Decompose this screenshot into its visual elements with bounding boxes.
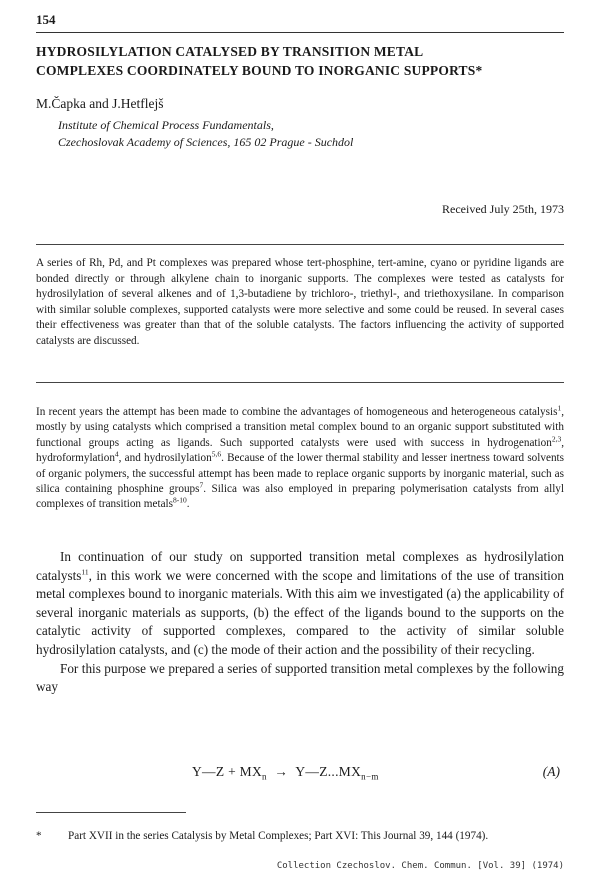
reference-mark: 11 xyxy=(81,567,89,577)
equation-a xyxy=(36,764,564,784)
reference-mark: 2,3 xyxy=(551,434,562,444)
equation-rhs: Y—Z...MX xyxy=(295,764,362,779)
footnote-text: Part XVII in the series Catalysis by Metal Complexes; Part XVI: This Journal 39, 144 (1974). xyxy=(68,830,489,842)
page-number: 154 xyxy=(36,12,56,27)
intro-text: In recent years the attempt has been made to combine the advantages of homogeneous and heterogeneous catalysis xyxy=(36,406,558,418)
reference-mark: 5,6 xyxy=(211,449,222,459)
reference-mark: 8-10 xyxy=(173,495,187,505)
intro-text: , hydroformylation xyxy=(36,436,564,465)
equation-subscript: n−m xyxy=(361,771,379,782)
article-title xyxy=(36,42,564,80)
main-text xyxy=(36,548,564,697)
affiliation xyxy=(58,117,353,151)
body-text: In continuation of our study on supported transition metal complexes as hydrosilylation catalysts xyxy=(36,549,564,583)
title-line-1: HYDROSILYLATION CATALYSED BY TRANSITION METAL xyxy=(36,44,424,59)
header-rule xyxy=(36,32,564,33)
equation-subscript: n xyxy=(262,771,267,782)
reference-mark: 1 xyxy=(557,403,562,413)
authors: M.Čapka and J.Hetflejš xyxy=(36,96,164,111)
reference-mark: 4 xyxy=(114,449,119,459)
abstract-bottom-rule xyxy=(36,382,564,383)
journal-footer: Collection Czechoslov. Chem. Commun. [Vol. 39] (1974) xyxy=(276,861,564,871)
equation-expression xyxy=(192,764,379,782)
intro-paragraph xyxy=(36,405,564,513)
body-text: , in this work we were concerned with the scope and limitations of the use of transition metal complexes bound to inorganic materials. With this aim we investigated (a) the applicability of several inorganic materials as supports, (b) the effect of the ligands bound to the supports on the catalytic activity of supported complexes, compared to the activity of similar soluble hydrosilylation catalysts, and (c) the mode of their action and the possibility of their recycling. xyxy=(36,567,564,657)
footnote-marker: * xyxy=(36,830,42,842)
intro-text: . Silica was also employed in preparing polymerisation catalysts from allyl complexes of transition metals xyxy=(36,483,564,511)
intro-text: , and hydrosilylation xyxy=(118,452,212,465)
equation-lhs: Y—Z + MX xyxy=(192,764,263,779)
reaction-arrow: → xyxy=(274,764,288,779)
equation-label: (A) xyxy=(542,764,560,779)
intro-text: . xyxy=(186,498,190,511)
intro-text: . Because of the lower thermal stability and lesser inertness toward solvents of organic polymers, the successful attempt has been made to replace organic supports by inorganic material, such as silica containing phosphine groups xyxy=(36,452,564,496)
affiliation-line-2: Czechoslovak Academy of Sciences, 165 02 Prague - Suchdol xyxy=(58,135,354,149)
received-date: Received July 25th, 1973 xyxy=(442,202,564,216)
affiliation-line-1: Institute of Chemical Process Fundamentals, xyxy=(58,118,274,132)
reference-mark: 7 xyxy=(199,480,204,490)
abstract: A series of Rh, Pd, and Pt complexes was prepared whose tert-phosphine, tert-amine, cyano or pyridine ligands are bonded directly or through alkylene chain to inorganic supports. The complexes were tested as catalysts for hydrosilylation of several alkenes and of 1,3-butadiene by trichloro-, triethyl-, and triethoxysilane. In comparison with similar soluble complexes, supported catalysts were more selective and some could be reused. In several cases their effectiveness was greater than that of the soluble catalysts. The factors influencing the activity of supported catalysts are discussed. xyxy=(36,257,564,347)
abstract-top-rule xyxy=(36,244,564,245)
body-paragraph-1 xyxy=(36,548,564,660)
body-paragraph-2: For this purpose we prepared a series of supported transition metal complexes by the following way xyxy=(36,660,564,695)
intro-text: , mostly by using catalysts which comprised a transition metal complex bound to an organic support substituted with functional groups acting as ligands. Such supported catalysts were used with success in hydrogenation xyxy=(36,406,564,449)
footnote-rule xyxy=(36,812,186,813)
title-line-2: COMPLEXES COORDINATELY BOUND TO INORGANIC SUPPORTS* xyxy=(36,63,483,78)
footnote xyxy=(36,828,564,844)
